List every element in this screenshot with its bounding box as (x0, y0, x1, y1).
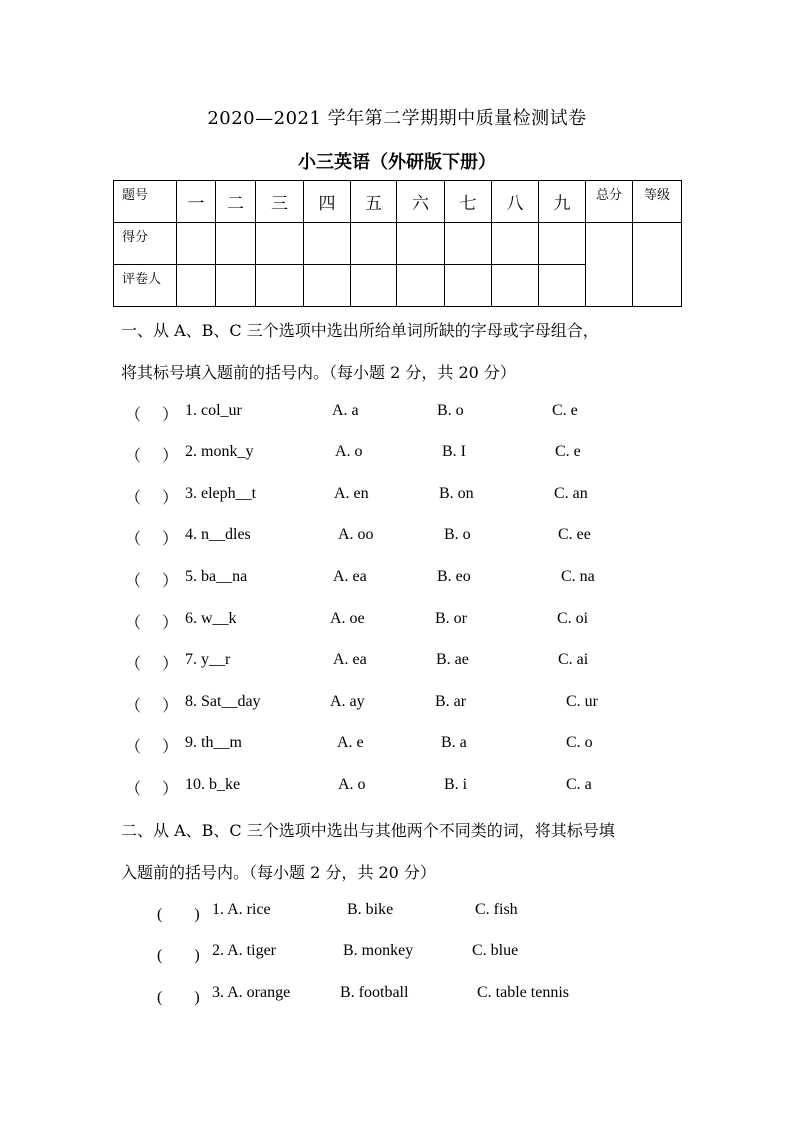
row-label-score: 得分 (114, 223, 177, 265)
answer-bracket[interactable]: （ ） (125, 779, 179, 798)
answer-bracket[interactable]: （ ） (125, 737, 179, 756)
answer-bracket[interactable]: （ ） (125, 571, 179, 590)
table-row (114, 181, 682, 223)
option-b: B. on (439, 485, 474, 502)
answer-bracket[interactable]: （ ） (125, 613, 179, 632)
grade-cell[interactable] (633, 223, 682, 307)
option-a: A. ay (330, 693, 365, 710)
option-b: B. o (444, 526, 471, 543)
answer-bracket[interactable]: （ ） (125, 488, 179, 507)
score-cell[interactable] (492, 223, 539, 265)
option-c: C. ee (558, 526, 591, 543)
question-stem: 7. y__r (185, 651, 231, 668)
question-stem: 8. Sat__day (185, 693, 261, 710)
column-header: 六 (397, 181, 445, 223)
grader-cell[interactable] (539, 265, 586, 307)
answer-bracket[interactable]: （ ） (125, 654, 179, 673)
answer-bracket[interactable]: （ ） (125, 405, 179, 424)
score-cell[interactable] (256, 223, 304, 265)
grader-cell[interactable] (492, 265, 539, 307)
column-header: 二 (216, 181, 256, 223)
option-a: A. oe (330, 610, 365, 627)
option-a: A. ea (333, 568, 367, 585)
column-header: 九 (539, 181, 586, 223)
score-cell[interactable] (304, 223, 351, 265)
option-a: A. ea (333, 651, 367, 668)
option-c: C. e (555, 443, 581, 460)
option-c: C. ai (558, 651, 589, 668)
option-b: B. eo (437, 568, 471, 585)
option-a: A. e (337, 734, 364, 751)
score-cell[interactable] (177, 223, 216, 265)
answer-bracket[interactable]: ( ) (157, 989, 200, 1006)
section1-instruction-1: 一、从 A、B、C 三个选项中选出所给单词所缺的字母或字母组合， (121, 321, 599, 340)
section2-instruction-2: 入题前的括号内。（每小题 2 分，共 20 分） (121, 863, 436, 882)
score-cell[interactable] (445, 223, 492, 265)
score-cell[interactable] (539, 223, 586, 265)
option-a: A. o (335, 443, 363, 460)
score-cell[interactable] (397, 223, 445, 265)
grader-cell[interactable] (177, 265, 216, 307)
column-header: 一 (177, 181, 216, 223)
option-b: B. bike (347, 901, 394, 918)
row-label-grader: 评卷人 (114, 265, 177, 307)
column-header: 八 (492, 181, 539, 223)
total-score-cell[interactable] (586, 223, 633, 307)
question-stem: 9. th__m (185, 734, 242, 751)
option-b: B. football (340, 984, 409, 1001)
option-c: C. blue (472, 942, 519, 959)
section2-instruction-1: 二、从 A、B、C 三个选项中选出与其他两个不同类的词，将其标号填 (121, 821, 615, 840)
question-stem: 6. w__k (185, 610, 237, 627)
question-stem: 10. b_ke (185, 776, 241, 793)
option-a: A. en (334, 485, 369, 502)
question-stem: 3. A. orange (212, 984, 291, 1001)
grader-cell[interactable] (304, 265, 351, 307)
question-stem: 2. monk_y (185, 443, 254, 460)
option-c: C. e (552, 402, 578, 419)
grader-cell[interactable] (397, 265, 445, 307)
score-cell[interactable] (351, 223, 397, 265)
answer-bracket[interactable]: ( ) (157, 906, 200, 923)
exam-title: 2020—2021 学年第二学期期中质量检测试卷 (207, 108, 587, 129)
column-header: 七 (445, 181, 492, 223)
answer-bracket[interactable]: （ ） (125, 529, 179, 548)
option-c: C. o (566, 734, 593, 751)
grader-cell[interactable] (445, 265, 492, 307)
row-label-number: 题号 (114, 181, 177, 223)
option-c: C. oi (557, 610, 589, 627)
question-stem: 2. A. tiger (212, 942, 276, 959)
total-header: 总分 (586, 181, 633, 223)
score-table (113, 180, 682, 307)
column-header: 五 (351, 181, 397, 223)
option-b: B. a (441, 734, 467, 751)
grade-header: 等级 (633, 181, 682, 223)
option-a: A. oo (338, 526, 374, 543)
column-header: 三 (256, 181, 304, 223)
option-c: C. an (554, 485, 588, 502)
question-stem: 1. col_ur (185, 402, 242, 419)
option-b: B. ar (435, 693, 467, 710)
table-row (114, 223, 682, 265)
question-stem: 4. n__dles (185, 526, 251, 543)
answer-bracket[interactable]: （ ） (125, 696, 179, 715)
option-b: B. ae (436, 651, 469, 668)
option-b: B. o (437, 402, 464, 419)
grader-cell[interactable] (351, 265, 397, 307)
question-stem: 5. ba__na (185, 568, 248, 585)
option-a: A. a (332, 402, 359, 419)
question-stem: 3. eleph__t (185, 485, 257, 502)
answer-bracket[interactable]: ( ) (157, 947, 200, 964)
option-b: B. i (444, 776, 468, 793)
section1-instruction-2: 将其标号填入题前的括号内。（每小题 2 分，共 20 分） (121, 363, 516, 382)
option-a: A. o (338, 776, 366, 793)
option-c: C. na (561, 568, 595, 585)
grader-cell[interactable] (216, 265, 256, 307)
answer-bracket[interactable]: （ ） (125, 446, 179, 465)
option-b: B. or (435, 610, 467, 627)
option-c: C. a (566, 776, 592, 793)
option-c: C. table tennis (477, 984, 569, 1001)
question-stem: 1. A. rice (212, 901, 271, 918)
score-cell[interactable] (216, 223, 256, 265)
grader-cell[interactable] (256, 265, 304, 307)
option-b: B. I (442, 443, 466, 460)
column-header: 四 (304, 181, 351, 223)
exam-subtitle: 小三英语（外研版下册） (298, 152, 496, 173)
option-c: C. fish (475, 901, 518, 918)
option-b: B. monkey (343, 942, 414, 959)
option-c: C. ur (566, 693, 598, 710)
